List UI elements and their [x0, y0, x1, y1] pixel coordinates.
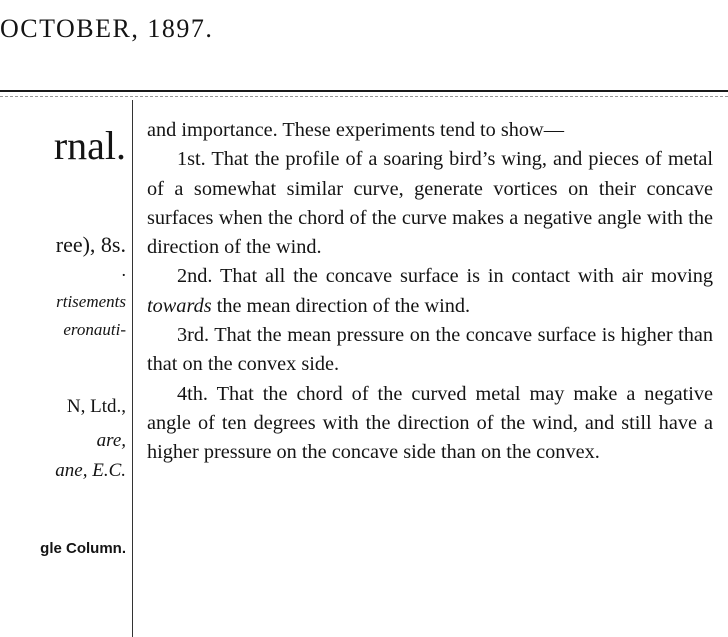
article-column: [147, 116, 713, 468]
point-3: 3rd. That the mean pressure on the concave surface is higher than that on the convex side.: [147, 324, 713, 376]
article-intro: and importance. These experiments tend to show—: [147, 119, 564, 141]
price-fragment: ree), 8s.: [55, 232, 126, 257]
point-1: 1st. That the profile of a soaring bird’s wing, and pieces of metal of a somewhat similar curve, generate vortices on their concave surfaces when the chord of the curve makes a negative angle with the direction of the wind.: [147, 148, 713, 259]
point-2: [147, 262, 713, 321]
header-rule-dashed: [0, 96, 728, 97]
publisher-line-1: N, Ltd.,: [66, 396, 126, 417]
left-column: [0, 100, 126, 637]
column-note: gle Column.: [40, 540, 126, 557]
point-2-emphasis: towards: [147, 294, 212, 317]
point-2-before: 2nd. That all the concave surface is in contact with air moving: [177, 265, 713, 288]
advert-line-1: rtisements: [56, 292, 126, 311]
advert-line-2: eronauti-: [63, 320, 126, 339]
publisher-line-2: are,: [96, 430, 126, 451]
point-2-after: the mean direction of the wind.: [211, 294, 471, 317]
column-divider: [132, 100, 133, 637]
point-4: 4th. That the chord of the curved metal may make a negative angle of ten degrees with the direction of the wind, and still have a higher pressure on the concave side than on the convex.: [147, 382, 713, 464]
journal-title-fragment: rnal.: [53, 123, 126, 168]
publisher-line-3: ane, E.C.: [55, 460, 126, 481]
header-rule: [0, 90, 728, 92]
page-header-date: OCTOBER, 1897.: [0, 14, 214, 43]
dot-fragment: .: [121, 260, 126, 280]
